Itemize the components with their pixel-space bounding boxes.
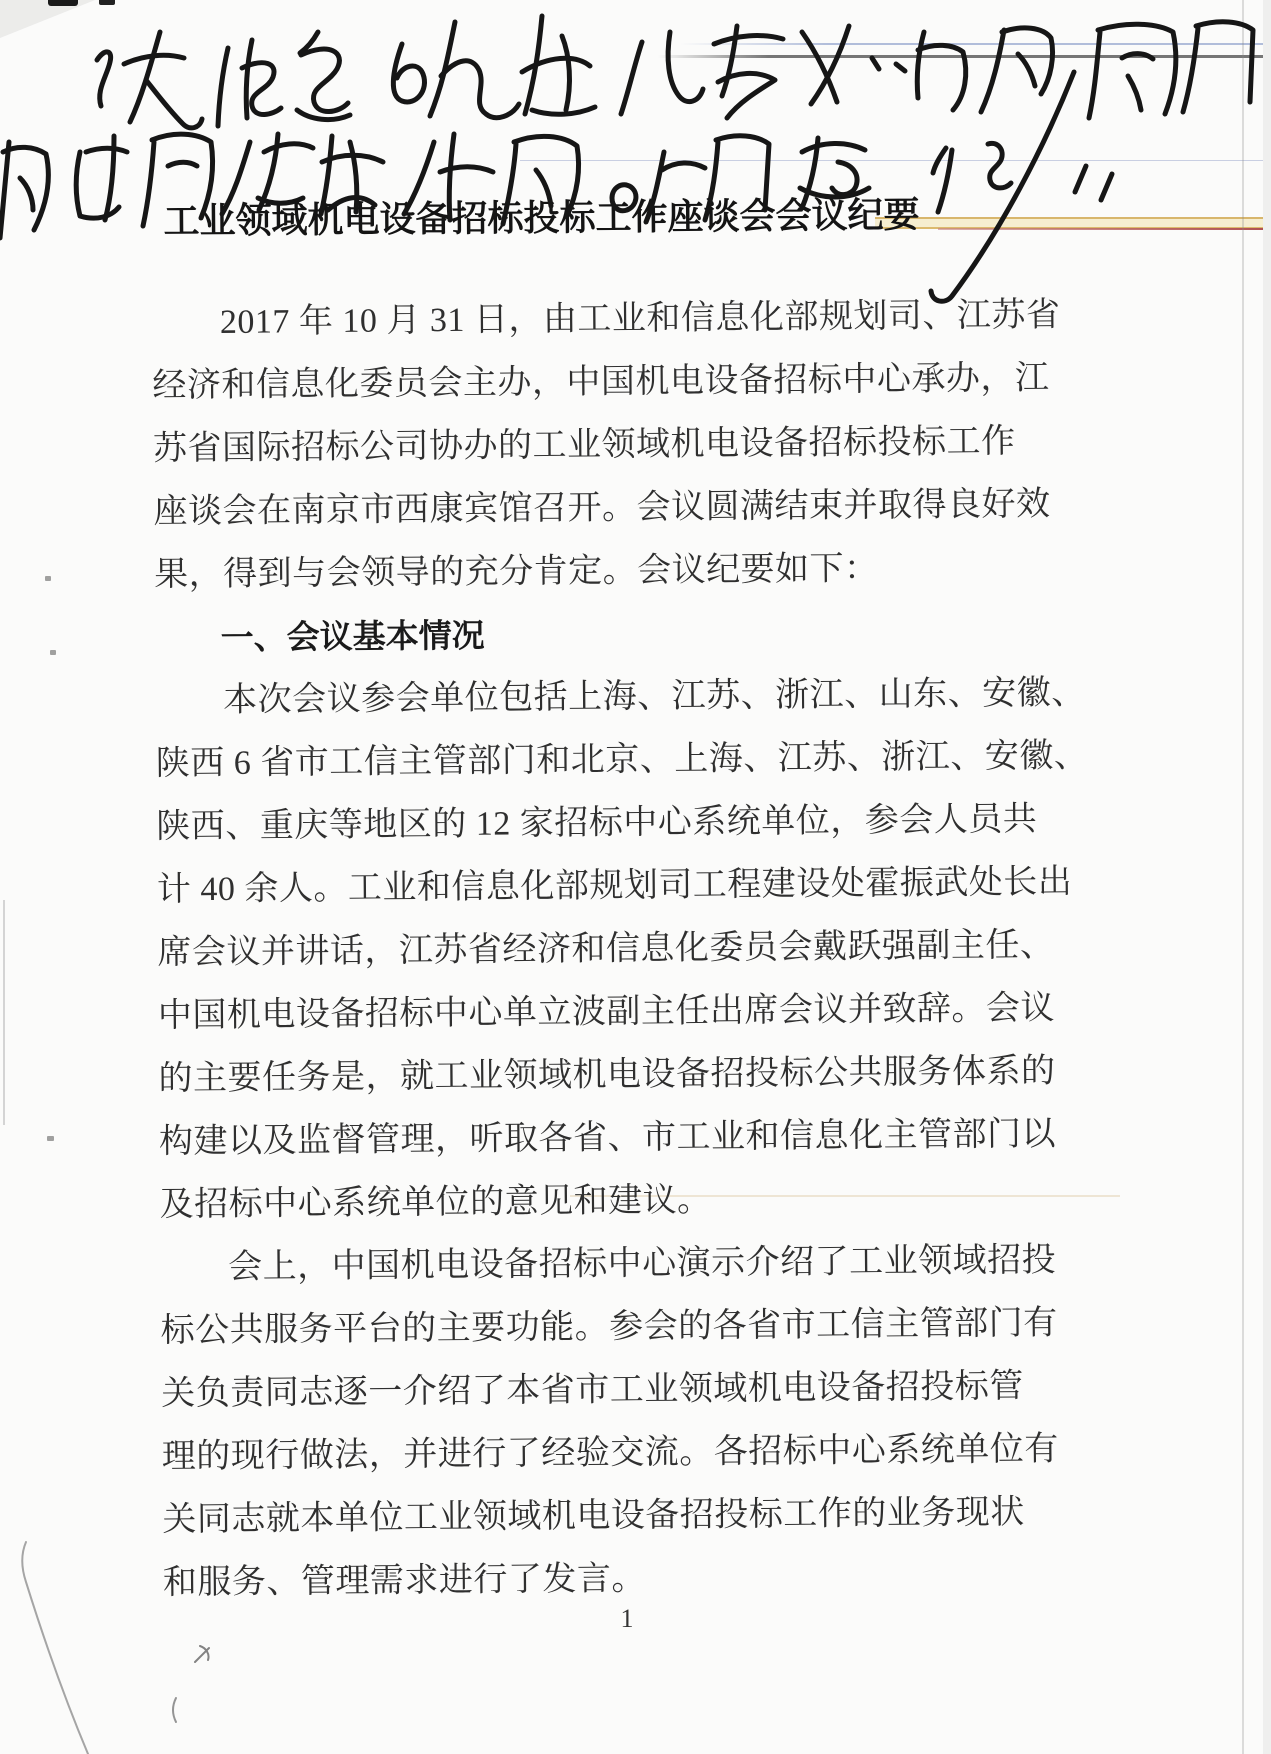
body-line: 关同志就本单位工业领域机电设备招投标工作的业务现状: [162, 1493, 1025, 1539]
body-line: 关负责同志逐一介绍了本省市工业领域机电设备招投标管: [161, 1368, 1024, 1413]
body-line: 陕西 6 省市工信主管部门和北京、上海、江苏、浙江、安徽、: [155, 737, 1089, 783]
scan-edge-mark: [48, 0, 78, 6]
body-line: 本次会议参会单位包括上海、江苏、浙江、山东、安徽、: [223, 674, 1086, 719]
scan-line-artifact-blue: [520, 160, 1271, 161]
scan-right-edge: [1263, 0, 1271, 1754]
body-line: 计 40 余人。工业和信息化部规划司工程建设处霍振武处长出: [156, 863, 1073, 909]
scan-edge-mark: [99, 0, 115, 5]
body-line: 构建以及监督管理，听取各省、市工业和信息化主管部门以: [158, 1115, 1057, 1161]
body-line: 2017 年 10 月 31 日，由工业和信息化部规划司、江苏省: [219, 296, 1061, 341]
body-line: 会上，中国机电设备招标中心演示介绍了工业领域招投: [228, 1241, 1057, 1286]
body-line: 及招标中心系统单位的意见和建议。: [159, 1181, 712, 1224]
scan-vertical-line: [1242, 0, 1244, 1754]
scan-speck: [45, 576, 51, 581]
body-line: 和服务、管理需求进行了发言。: [162, 1560, 647, 1602]
section-heading: 一、会议基本情况: [220, 616, 485, 656]
scan-line-artifact-blue: [680, 43, 1271, 45]
page-number: 1: [620, 1604, 634, 1633]
scan-speck: [50, 650, 56, 655]
body-line: 理的现行做法，并进行了经验交流。各招标中心系统单位有: [161, 1430, 1059, 1476]
body-line: 座谈会在南京市西康宾馆召开。会议圆满结束并取得良好效: [153, 485, 1051, 531]
body-line: 苏省国际招标公司协办的工业领域机电设备招标投标工作: [152, 423, 1016, 468]
scan-line-artifact-red: [938, 228, 1271, 230]
body-line: 果，得到与会领导的充分肯定。会议纪要如下：: [153, 550, 879, 594]
body-line: 陕西、重庆等地区的 12 家招标中心系统单位，参会人员共: [156, 800, 1038, 846]
body-line: 经济和信息化委员会主办，中国机电设备招标中心承办，江: [152, 359, 1050, 405]
scan-vertical-line: [3, 900, 5, 1125]
body-line: 席会议并讲话，江苏省经济和信息化委员会戴跃强副主任、: [157, 926, 1055, 972]
body-line: 标公共服务平台的主要功能。参会的各省市工信主管部门有: [160, 1304, 1058, 1350]
document-body: [151, 192, 1089, 1614]
document-title: 工业领域机电设备招标投标工作座谈会会议纪要: [163, 193, 920, 242]
body-line: 的主要任务是，就工业领域机电设备招投标公共服务体系的: [158, 1052, 1056, 1098]
scan-line-artifact-gray: [658, 55, 1271, 58]
scan-corner-shadow: [0, 0, 95, 38]
scan-speck: [47, 1136, 54, 1141]
body-line: 中国机电设备招标中心单立波副主任出席会议并致辞。会议: [157, 989, 1056, 1035]
